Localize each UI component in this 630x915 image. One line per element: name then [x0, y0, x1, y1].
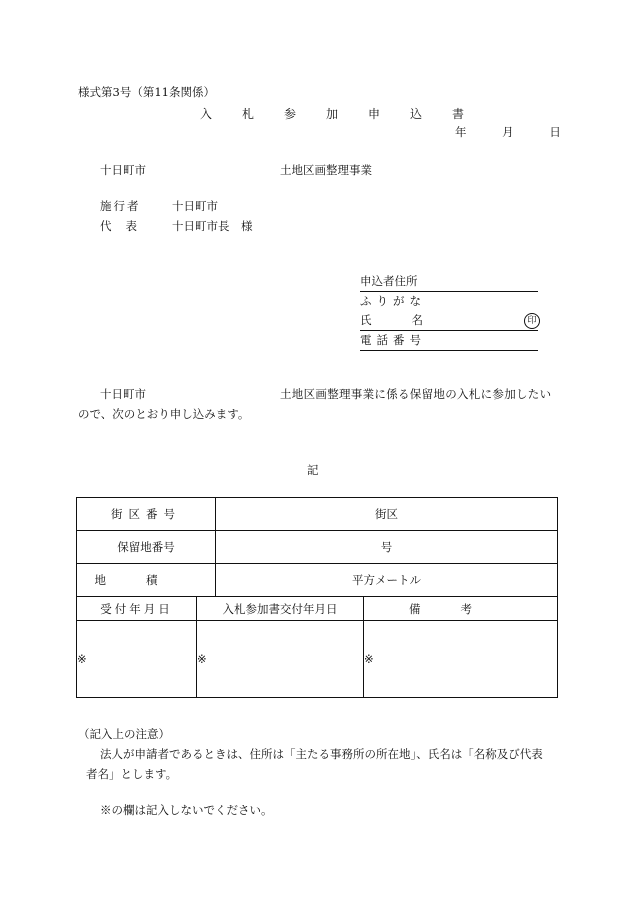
applicant-phone-row[interactable] [360, 331, 538, 351]
issue-date-cell[interactable] [197, 621, 364, 698]
representative-value: 十日町市長 様 [172, 219, 253, 233]
issue-date-header: 入札参加書交付年月日 [197, 597, 364, 621]
receipt-date-cell[interactable] [77, 621, 197, 698]
application-table [76, 497, 558, 698]
date-month: 月 [502, 125, 514, 139]
reserved-land-number-value[interactable]: 号 [216, 531, 558, 564]
table-row [77, 531, 558, 564]
body-text-line1: 土地区画整理事業に係る保留地の入札に参加したい [280, 387, 552, 401]
applicant-furigana-row[interactable] [360, 292, 538, 311]
notes-line1: 法人が申請者であるときは、住所は「主たる事務所の所在地」、氏名は「名称及び代表 [100, 747, 543, 761]
body-city: 十日町市 [100, 387, 146, 401]
table-header-row [77, 597, 558, 621]
executor-value: 十日町市 [172, 199, 218, 213]
remarks-cell[interactable] [364, 621, 558, 698]
applicant-name-row[interactable] [360, 311, 538, 331]
land-area-label: 地積 [77, 564, 216, 597]
date-year: 年 [455, 125, 467, 139]
seal-icon: 印 [524, 313, 540, 329]
table-row [77, 564, 558, 597]
notes-heading: （記入上の注意） [78, 727, 170, 741]
notes-line2: 者名」とします。 [86, 767, 178, 781]
date-day: 日 [549, 125, 561, 139]
addressee-city: 十日町市 [100, 163, 146, 177]
reserved-land-number-label: 保留地番号 [77, 531, 216, 564]
applicant-phone-label: 電話番号 [360, 333, 426, 347]
land-area-value[interactable]: 平方メートル [216, 564, 558, 597]
office-use-mark: ※ [197, 652, 207, 666]
addressee-project: 土地区画整理事業 [280, 163, 372, 177]
executor-label: 施行者 [100, 199, 141, 213]
applicant-furigana-label: ふりがな [360, 294, 426, 308]
receipt-date-header: 受付年月日 [77, 597, 197, 621]
date-line [455, 124, 593, 140]
document-title: 入札参加申込書 [200, 107, 495, 121]
applicant-block [360, 272, 538, 351]
office-use-mark: ※ [77, 652, 87, 666]
table-row [77, 498, 558, 531]
remarks-header: 備考 [364, 597, 558, 621]
block-number-label: 街区番号 [77, 498, 216, 531]
ki-heading: 記 [307, 463, 319, 477]
notes-line3: ※の欄は記入しないでください。 [100, 803, 273, 817]
applicant-name-label: 氏名 [360, 313, 463, 327]
applicant-address-row[interactable] [360, 272, 538, 292]
block-number-value[interactable]: 街区 [216, 498, 558, 531]
representative-label: 代表 [100, 219, 151, 233]
body-text-line2: ので、次のとおり申し込みます。 [78, 407, 250, 421]
table-row [77, 621, 558, 698]
office-use-mark: ※ [364, 652, 374, 666]
applicant-address-label: 申込者住所 [360, 274, 418, 288]
form-number: 様式第3号（第11条関係） [78, 85, 215, 99]
